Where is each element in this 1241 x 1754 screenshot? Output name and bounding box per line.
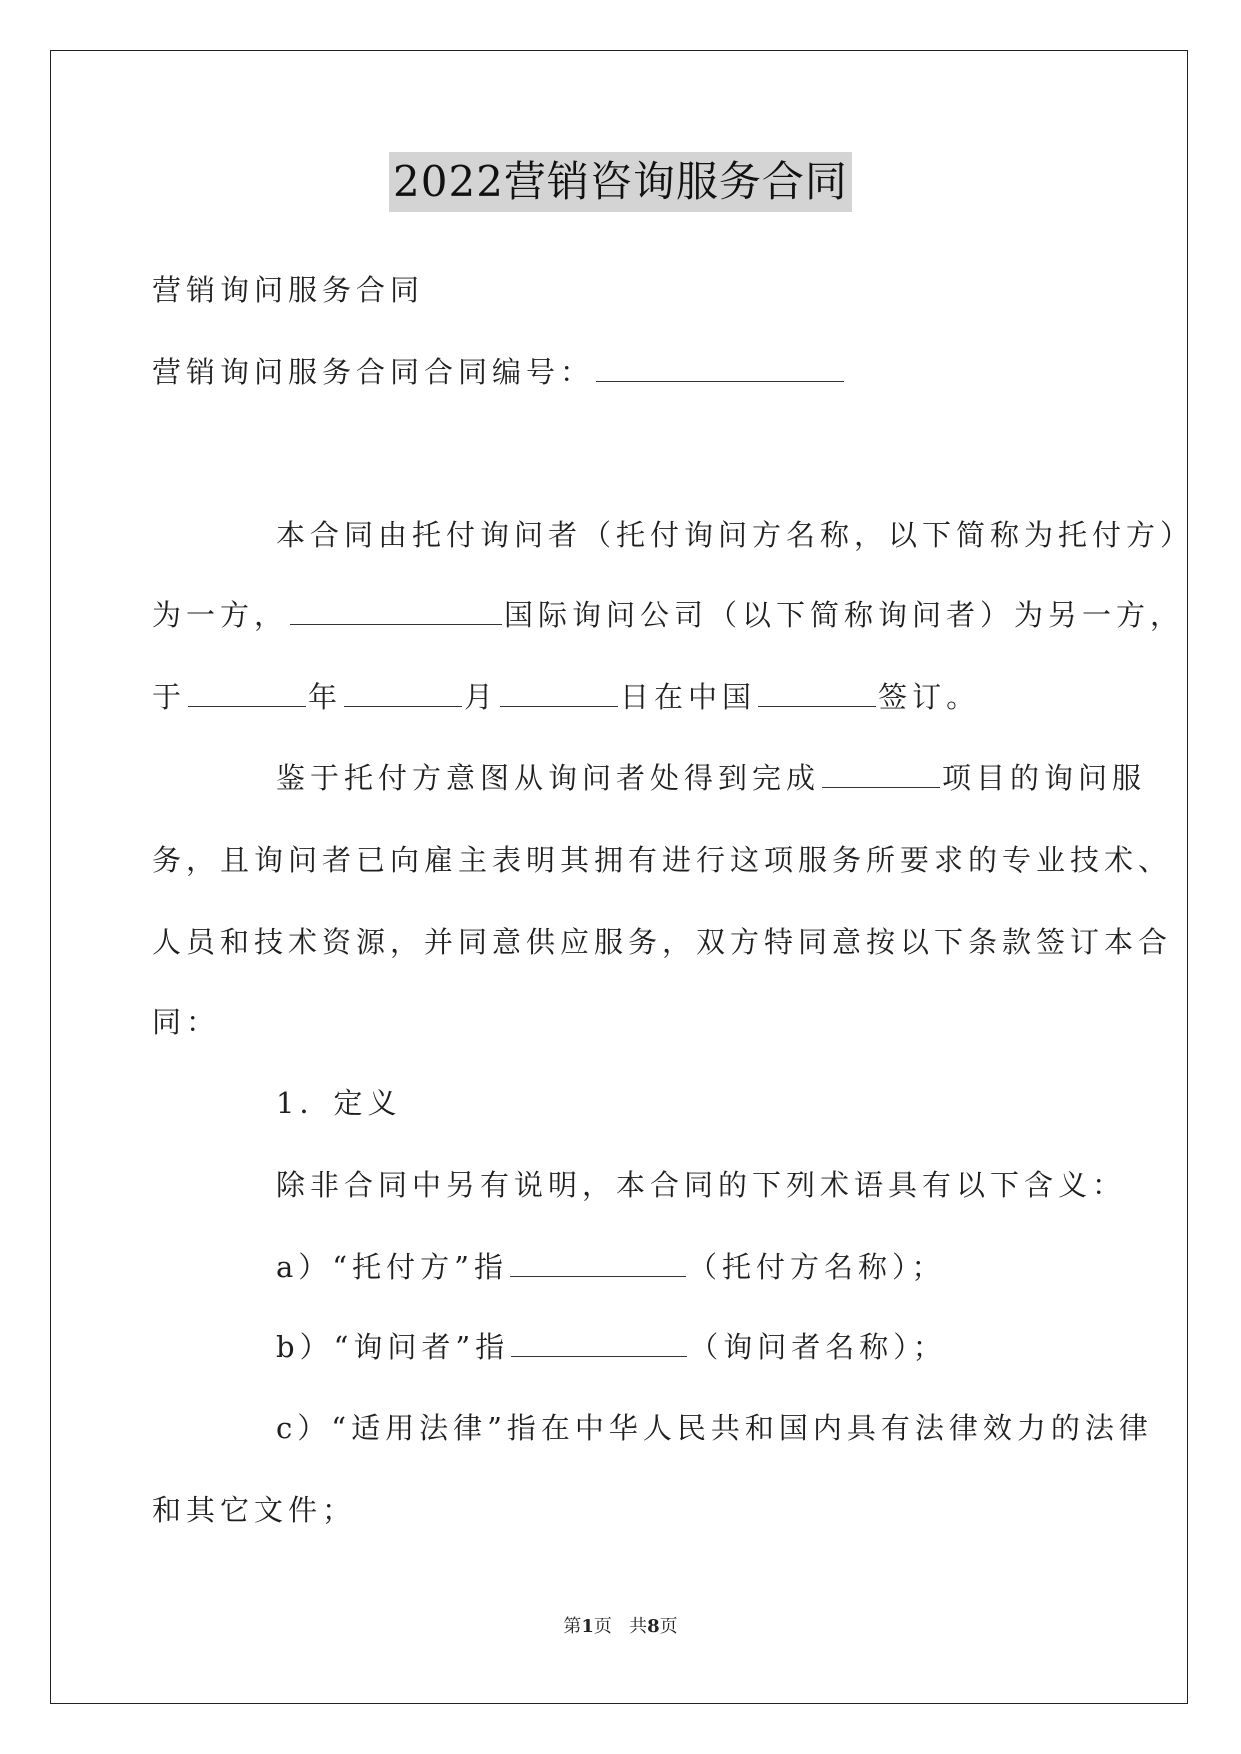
definition-item xyxy=(276,1408,1153,1448)
paragraph-text: 项目的询问服 xyxy=(942,761,1147,795)
date-text: 签订。 xyxy=(878,680,981,714)
paragraph-text: 人员和技术资源，并同意供应服务，双方特同意按以下条款签订本合 xyxy=(152,925,1173,959)
definition-text: （托付方名称）； xyxy=(687,1250,946,1284)
paragraph-text: 国际询问公司（以下简称询问者）为另一方， xyxy=(504,598,1185,632)
paragraph-line xyxy=(152,1490,356,1530)
section-heading xyxy=(276,1083,401,1123)
footer-total-prefix: 共 xyxy=(629,1616,648,1637)
contract-number-label: 营销询问服务合同合同编号： xyxy=(152,355,595,389)
date-line xyxy=(152,677,980,717)
definition-text: b）“询问者”指 xyxy=(276,1330,510,1364)
year-blank xyxy=(188,684,306,707)
page-footer xyxy=(0,1612,1241,1638)
date-text: 日在中国 xyxy=(620,680,757,714)
page-number: 1 xyxy=(581,1616,594,1637)
paragraph-line xyxy=(276,515,1194,555)
definition-item xyxy=(276,1327,947,1367)
month-blank xyxy=(344,684,462,707)
paragraph-text: 本合同由托付询问者（托付询问方名称，以下简称为托付方） xyxy=(276,518,1195,552)
project-blank xyxy=(822,765,940,788)
date-text: 月 xyxy=(464,680,499,714)
section-heading-text: 1．定义 xyxy=(276,1086,402,1120)
footer-page-unit: 页 xyxy=(593,1616,612,1637)
paragraph-line xyxy=(152,840,1172,880)
date-text: 于 xyxy=(152,680,187,714)
paragraph-line xyxy=(152,922,1172,962)
place-blank xyxy=(758,684,876,707)
day-blank xyxy=(500,684,618,707)
paragraph-line xyxy=(276,1165,1126,1205)
consultant-name-blank xyxy=(511,1334,687,1357)
document-title: 2022营销咨询服务合同 xyxy=(389,152,852,212)
title-container xyxy=(0,152,1241,212)
paragraph-text: 鉴于托付方意图从询问者处得到完成 xyxy=(276,761,821,795)
footer-prefix: 第 xyxy=(563,1616,582,1637)
paragraph-text: 除非合同中另有说明，本合同的下列术语具有以下含义： xyxy=(276,1168,1127,1202)
contract-number-line xyxy=(152,352,846,392)
subtitle-line xyxy=(152,270,424,310)
contract-number-blank xyxy=(596,359,844,382)
footer-total-unit: 页 xyxy=(659,1616,678,1637)
paragraph-line xyxy=(276,758,1146,798)
principal-name-blank xyxy=(510,1254,686,1277)
paragraph-line xyxy=(152,595,1184,635)
definition-text: c）“适用法律”指在中华人民共和国内具有法律效力的法律 xyxy=(276,1411,1153,1445)
company-blank xyxy=(290,602,502,625)
definition-text: （询问者名称）； xyxy=(689,1330,947,1364)
subtitle-text: 营销询问服务合同 xyxy=(152,273,425,307)
paragraph-text: 和其它文件； xyxy=(152,1493,357,1527)
definition-item xyxy=(276,1247,945,1287)
paragraph-line xyxy=(152,1002,220,1042)
date-text: 年 xyxy=(308,680,343,714)
definition-text: a）“托付方”指 xyxy=(276,1250,508,1284)
paragraph-text: 务，且询问者已向雇主表明其拥有进行这项服务所要求的专业技术、 xyxy=(152,843,1173,877)
paragraph-text: 为一方， xyxy=(152,598,289,632)
page-total: 8 xyxy=(647,1616,660,1637)
paragraph-text: 同： xyxy=(152,1005,221,1039)
